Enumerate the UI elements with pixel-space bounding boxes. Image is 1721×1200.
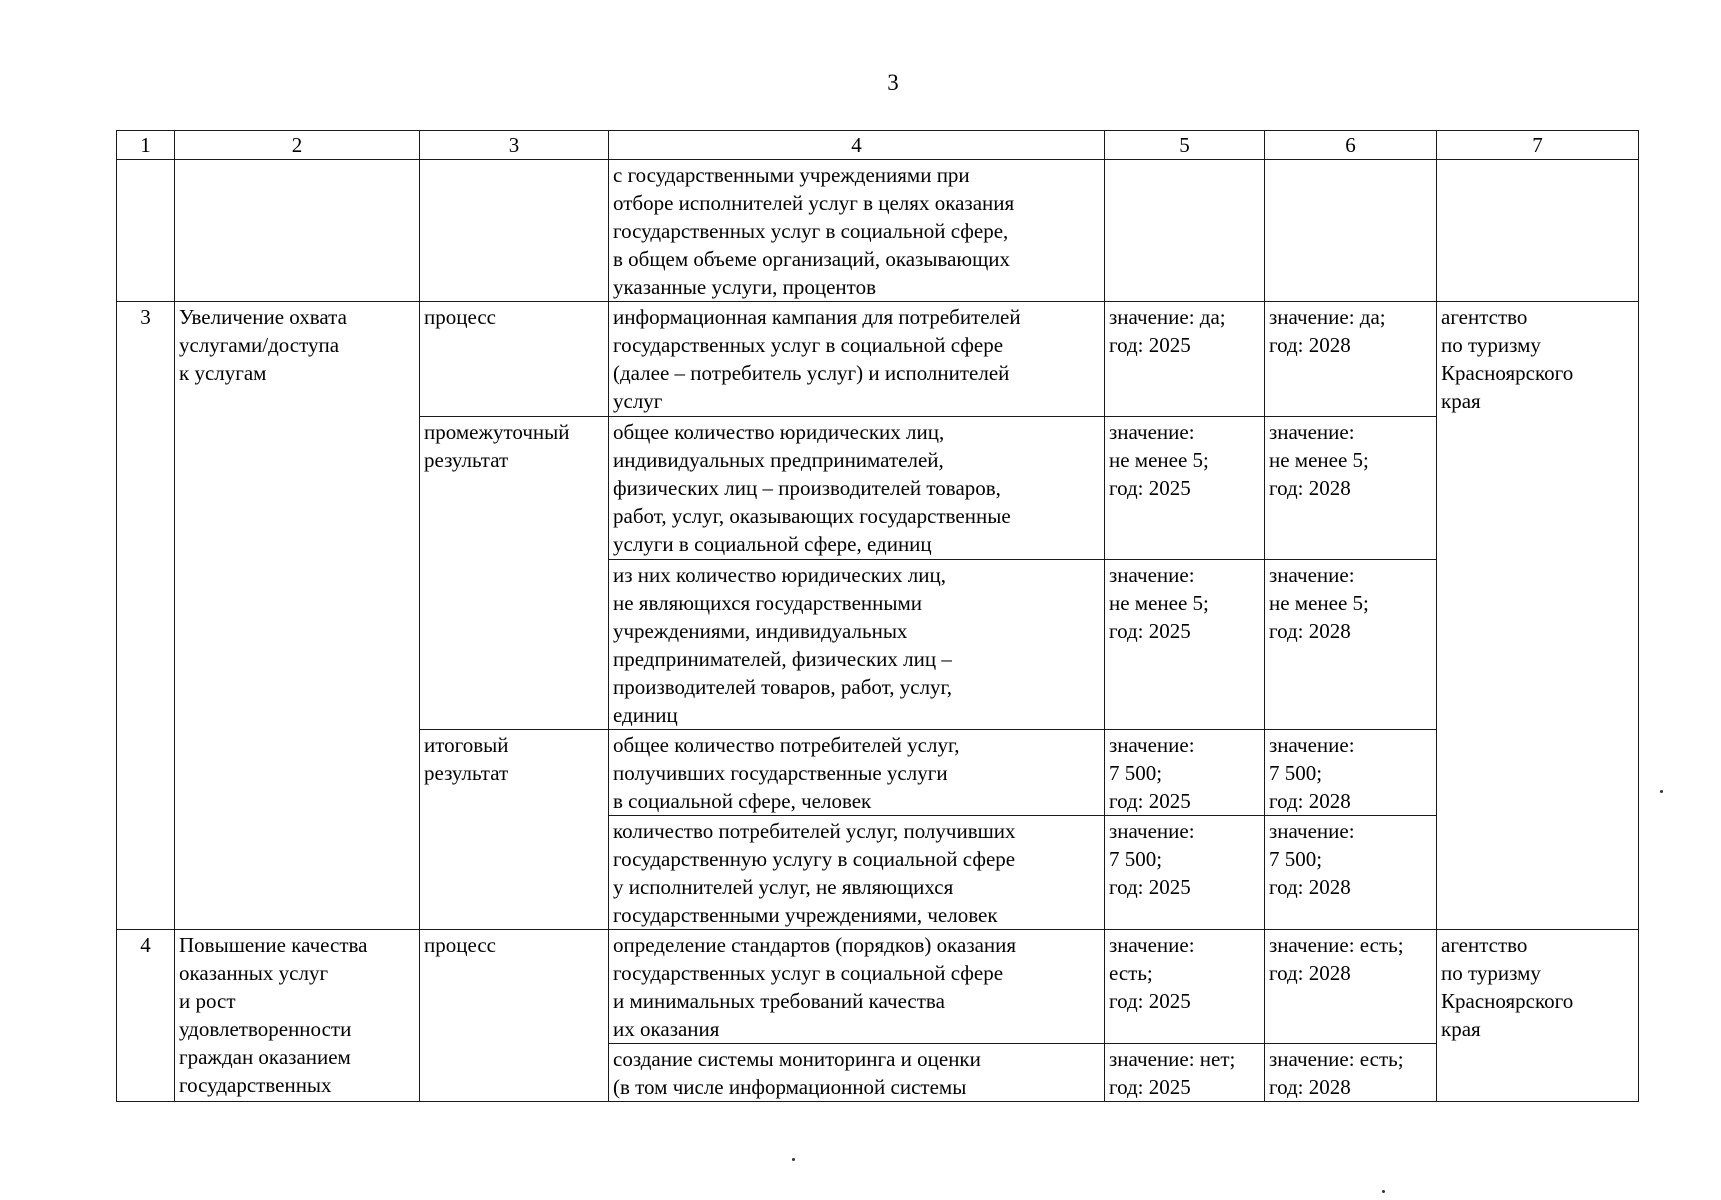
- value-2025: значение: есть; год: 2025: [1109, 933, 1195, 1013]
- value-2025: значение: да; год: 2025: [1109, 305, 1226, 357]
- value-2025-cell: [1105, 560, 1265, 730]
- value-2025-cell: [1105, 1044, 1265, 1102]
- indicator-cell: [609, 730, 1105, 816]
- indicator-text: создание системы мониторинга и оценки (в том числе информационной системы: [613, 1047, 981, 1099]
- result-type: промежуточный результат: [424, 420, 570, 472]
- value-2028: значение: 7 500; год: 2028: [1269, 819, 1355, 899]
- indicator-text: общее количество юридических лиц, индивидуальных предпринимателей, физических лиц – производителей товаров, работ, услуг, оказывающих государственные услуги в социальной сфере, единиц: [613, 420, 1011, 556]
- row-number-cell: [117, 302, 175, 930]
- result-type: итоговый результат: [424, 733, 509, 785]
- task-title: Увеличение охвата услугами/доступа к услугам: [179, 305, 347, 385]
- row-number-cell: [117, 930, 175, 1102]
- row-number: 4: [140, 933, 151, 957]
- responsible-cell: [1437, 302, 1639, 930]
- value-2028-cell: [1265, 302, 1437, 417]
- value-2028-cell: [1265, 930, 1437, 1044]
- indicator-text: общее количество потребителей услуг, получивших государственные услуги в социальной сфере, человек: [613, 733, 960, 813]
- column-number-7: 7: [1437, 131, 1639, 160]
- value-2028-cell: [1265, 1044, 1437, 1102]
- result-type-cell: [420, 302, 609, 417]
- responsible-agency: агентство по туризму Красноярского края: [1441, 305, 1574, 413]
- page-number: 3: [887, 70, 899, 95]
- cell-empty: [1105, 160, 1265, 302]
- indicator-cell: [609, 302, 1105, 417]
- indicator-cell: [609, 560, 1105, 730]
- value-2025: значение: нет; год: 2025: [1109, 1047, 1236, 1099]
- cell-empty: [117, 160, 175, 302]
- row-number: 3: [140, 305, 151, 329]
- column-number-2: 2: [175, 131, 420, 160]
- value-2028: значение: 7 500; год: 2028: [1269, 733, 1355, 813]
- cell-empty: [1437, 160, 1639, 302]
- value-2025-cell: [1105, 302, 1265, 417]
- value-2025: значение: 7 500; год: 2025: [1109, 733, 1195, 813]
- cell-empty: [175, 160, 420, 302]
- table-row-task4-process-1: [117, 930, 1639, 1044]
- value-2028: значение: да; год: 2028: [1269, 305, 1386, 357]
- indicator-cell: [609, 930, 1105, 1044]
- column-number-row: [117, 131, 1639, 160]
- column-number-6: 6: [1265, 131, 1437, 160]
- indicator-cell: [609, 1044, 1105, 1102]
- indicator-text: с государственными учреждениями при отборе исполнителей услуг в целях оказания государственных услуг в социальной сфере, в общем объеме организаций, оказывающих указанные услуги, процентов: [613, 163, 1015, 299]
- indicator-text: информационная кампания для потребителей государственных услуг в социальной сфере (далее – потребитель услуг) и исполнителей услуг: [613, 305, 1021, 413]
- column-number-5: 5: [1105, 131, 1265, 160]
- scan-speck: [792, 1158, 795, 1161]
- value-2028: значение: есть; год: 2028: [1269, 933, 1404, 985]
- value-2028-cell: [1265, 417, 1437, 560]
- indicator-cell: [609, 417, 1105, 560]
- result-type: процесс: [424, 305, 496, 329]
- scan-speck: [1382, 1190, 1385, 1193]
- result-type-cell: [420, 730, 609, 930]
- value-2028: значение: не менее 5; год: 2028: [1269, 420, 1369, 500]
- value-2028-cell: [1265, 560, 1437, 730]
- responsible-cell: [1437, 930, 1639, 1102]
- scan-speck: [1660, 790, 1663, 793]
- value-2025: значение: не менее 5; год: 2025: [1109, 563, 1209, 643]
- column-number-4: 4: [609, 131, 1105, 160]
- indicator-cell: [609, 160, 1105, 302]
- task-title-cell: [175, 930, 420, 1102]
- indicators-table: [116, 130, 1639, 1102]
- indicator-text: количество потребителей услуг, получивших государственную услугу в социальной сфере у исполнителей услуг, не являющихся государственными учреждениями, человек: [613, 819, 1016, 927]
- value-2025-cell: [1105, 816, 1265, 930]
- value-2025-cell: [1105, 417, 1265, 560]
- cell-empty: [1265, 160, 1437, 302]
- result-type-cell: [420, 930, 609, 1102]
- column-number-3: 3: [420, 131, 609, 160]
- table-row-continuation: [117, 160, 1639, 302]
- value-2028-cell: [1265, 816, 1437, 930]
- task-title: Повышение качества оказанных услуг и рост удовлетворенности граждан оказанием государственных: [179, 933, 368, 1097]
- value-2028-cell: [1265, 730, 1437, 816]
- cell-empty: [420, 160, 609, 302]
- indicator-cell: [609, 816, 1105, 930]
- value-2025-cell: [1105, 930, 1265, 1044]
- value-2028: значение: не менее 5; год: 2028: [1269, 563, 1369, 643]
- indicator-text: определение стандартов (порядков) оказания государственных услуг в социальной сфере и минимальных требований качества их оказания: [613, 933, 1017, 1041]
- value-2025: значение: не менее 5; год: 2025: [1109, 420, 1209, 500]
- result-type: процесс: [424, 933, 496, 957]
- task-title-cell: [175, 302, 420, 930]
- value-2028: значение: есть; год: 2028: [1269, 1047, 1404, 1099]
- value-2025-cell: [1105, 730, 1265, 816]
- responsible-agency: агентство по туризму Красноярского края: [1441, 933, 1574, 1041]
- column-number-1: 1: [117, 131, 175, 160]
- indicator-text: из них количество юридических лиц, не являющихся государственными учреждениями, индивидуальных предпринимателей, физических лиц – производителей товаров, работ, услуг, единиц: [613, 563, 953, 727]
- result-type-cell: [420, 417, 609, 730]
- value-2025: значение: 7 500; год: 2025: [1109, 819, 1195, 899]
- table-row-task3-process: [117, 302, 1639, 417]
